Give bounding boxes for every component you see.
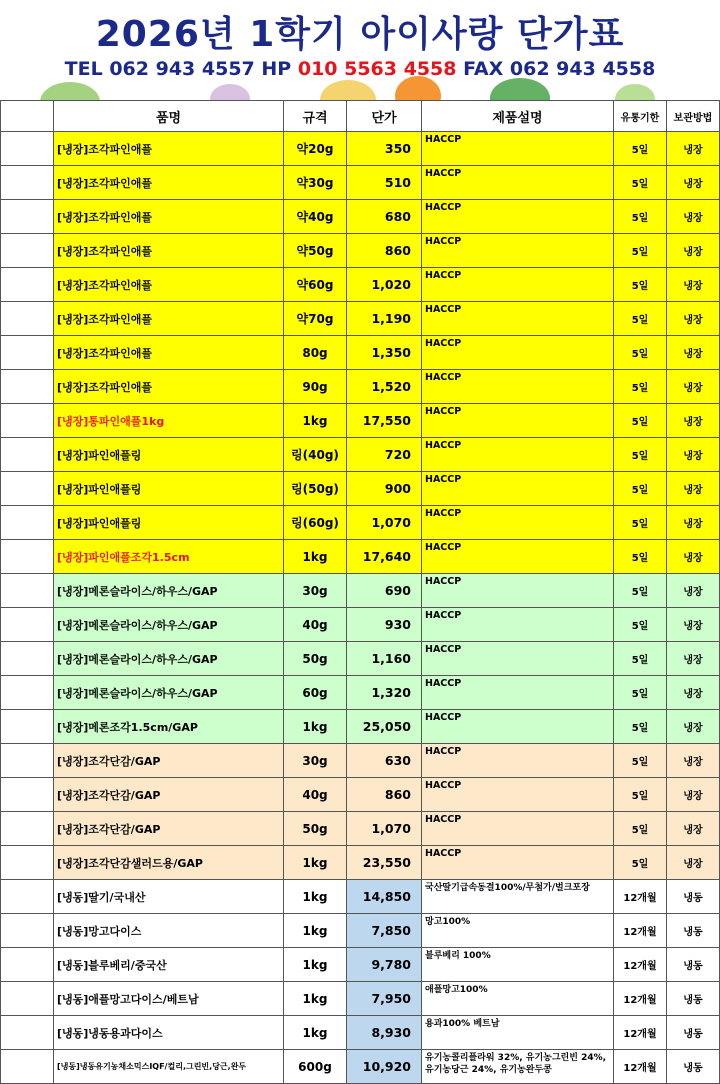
product-name-cell: [냉장]조각단감/GAP — [54, 778, 284, 812]
price-cell: 900 — [347, 472, 422, 506]
row-blank-cell — [1, 642, 54, 676]
storage-cell: 냉장 — [667, 302, 720, 336]
price-cell: 17,550 — [347, 404, 422, 438]
storage-cell: 냉장 — [667, 540, 720, 574]
column-header-price: 단가 — [347, 101, 422, 132]
shelf-life-cell: 5일 — [614, 642, 667, 676]
shelf-life-cell: 12개월 — [614, 880, 667, 914]
spec-cell: 1kg — [284, 880, 347, 914]
shelf-life-cell: 5일 — [614, 676, 667, 710]
product-name-cell: [냉동]냉동용과다이스 — [54, 1016, 284, 1050]
description-cell: HACCP — [422, 302, 614, 336]
contact-fax: FAX 062 943 4558 — [463, 58, 656, 80]
product-name-cell: [냉장]파인애플링 — [54, 438, 284, 472]
table-row — [1, 778, 720, 812]
row-blank-cell — [1, 370, 54, 404]
table-body — [1, 132, 720, 1084]
price-cell: 930 — [347, 608, 422, 642]
storage-cell: 냉장 — [667, 370, 720, 404]
product-name-cell: [냉장]조각파인애플 — [54, 268, 284, 302]
header-blank-cell — [1, 101, 54, 132]
spec-cell: 1kg — [284, 404, 347, 438]
description-cell: HACCP — [422, 234, 614, 268]
table-row — [1, 166, 720, 200]
shelf-life-cell: 5일 — [614, 438, 667, 472]
price-cell: 10,920 — [347, 1050, 422, 1084]
spec-cell: 1kg — [284, 540, 347, 574]
table-row — [1, 982, 720, 1016]
product-name-cell: [냉장]조각파인애플 — [54, 166, 284, 200]
storage-cell: 냉장 — [667, 744, 720, 778]
shelf-life-cell: 5일 — [614, 574, 667, 608]
table-row — [1, 948, 720, 982]
description-cell: HACCP — [422, 336, 614, 370]
row-blank-cell — [1, 710, 54, 744]
product-name-cell: [냉동]애플망고다이스/베트남 — [54, 982, 284, 1016]
product-name-cell: [냉동]망고다이스 — [54, 914, 284, 948]
product-name-cell: [냉장]메론조각1.5cm/GAP — [54, 710, 284, 744]
column-header-storage: 보관방법 — [667, 101, 720, 132]
row-blank-cell — [1, 200, 54, 234]
column-header-name: 품명 — [54, 101, 284, 132]
description-cell: 애플망고100% — [422, 982, 614, 1016]
price-cell: 720 — [347, 438, 422, 472]
description-cell: HACCP — [422, 540, 614, 574]
row-blank-cell — [1, 744, 54, 778]
shelf-life-cell: 12개월 — [614, 1050, 667, 1084]
spec-cell: 1kg — [284, 948, 347, 982]
price-cell: 690 — [347, 574, 422, 608]
shelf-life-cell: 5일 — [614, 268, 667, 302]
description-cell: 국산딸기급속동결100%/무첨가/벌크포장 — [422, 880, 614, 914]
spec-cell: 40g — [284, 778, 347, 812]
description-cell: HACCP — [422, 268, 614, 302]
storage-cell: 냉장 — [667, 234, 720, 268]
row-blank-cell — [1, 982, 54, 1016]
table-row — [1, 710, 720, 744]
product-name-cell: [냉장]메론슬라이스/하우스/GAP — [54, 574, 284, 608]
storage-cell: 냉장 — [667, 608, 720, 642]
product-name-cell: [냉동]냉동유기농채소믹스IQF/컬리,그린빈,당근,완두 — [54, 1050, 284, 1084]
column-header-spec: 규격 — [284, 101, 347, 132]
storage-cell: 냉동 — [667, 880, 720, 914]
table-row — [1, 846, 720, 880]
shelf-life-cell: 5일 — [614, 370, 667, 404]
price-cell: 1,520 — [347, 370, 422, 404]
product-name-cell: [냉장]메론슬라이스/하우스/GAP — [54, 642, 284, 676]
shelf-life-cell: 12개월 — [614, 948, 667, 982]
row-blank-cell — [1, 166, 54, 200]
description-cell: HACCP — [422, 846, 614, 880]
product-name-cell: [냉동]블루베리/중국산 — [54, 948, 284, 982]
description-cell: 망고100% — [422, 914, 614, 948]
row-blank-cell — [1, 914, 54, 948]
table-row — [1, 506, 720, 540]
storage-cell: 냉장 — [667, 778, 720, 812]
table-row — [1, 336, 720, 370]
spec-cell: 약50g — [284, 234, 347, 268]
description-cell: 용과100% 베트남 — [422, 1016, 614, 1050]
storage-cell: 냉동 — [667, 1050, 720, 1084]
spec-cell: 80g — [284, 336, 347, 370]
storage-cell: 냉장 — [667, 846, 720, 880]
column-header-desc: 제품설명 — [422, 101, 614, 132]
row-blank-cell — [1, 608, 54, 642]
storage-cell: 냉장 — [667, 472, 720, 506]
spec-cell: 1kg — [284, 982, 347, 1016]
table-header-row — [1, 101, 720, 132]
table-row — [1, 200, 720, 234]
contact-tel: TEL 062 943 4557 — [64, 58, 255, 80]
shelf-life-cell: 5일 — [614, 234, 667, 268]
shelf-life-cell: 5일 — [614, 540, 667, 574]
storage-cell: 냉장 — [667, 404, 720, 438]
row-blank-cell — [1, 574, 54, 608]
price-cell: 14,850 — [347, 880, 422, 914]
storage-cell: 냉장 — [667, 574, 720, 608]
row-blank-cell — [1, 880, 54, 914]
price-cell: 23,550 — [347, 846, 422, 880]
description-cell: HACCP — [422, 472, 614, 506]
spec-cell: 60g — [284, 676, 347, 710]
price-cell: 1,020 — [347, 268, 422, 302]
table-row — [1, 540, 720, 574]
decorative-fruit-illustration — [40, 82, 100, 100]
shelf-life-cell: 5일 — [614, 132, 667, 166]
contact-hp-number: 010 5563 4558 — [297, 58, 457, 80]
decorative-fruit-illustration — [615, 84, 655, 100]
description-cell: HACCP — [422, 200, 614, 234]
product-name-cell: [냉장]메론슬라이스/하우스/GAP — [54, 676, 284, 710]
spec-cell: 90g — [284, 370, 347, 404]
table-row — [1, 676, 720, 710]
row-blank-cell — [1, 404, 54, 438]
row-blank-cell — [1, 1050, 54, 1084]
product-name-cell: [냉장]메론슬라이스/하우스/GAP — [54, 608, 284, 642]
storage-cell: 냉장 — [667, 166, 720, 200]
row-blank-cell — [1, 132, 54, 166]
shelf-life-cell: 12개월 — [614, 914, 667, 948]
price-cell: 680 — [347, 200, 422, 234]
spec-cell: 약60g — [284, 268, 347, 302]
product-name-cell: [냉장]조각파인애플 — [54, 336, 284, 370]
shelf-life-cell: 5일 — [614, 472, 667, 506]
spec-cell: 50g — [284, 812, 347, 846]
storage-cell: 냉장 — [667, 710, 720, 744]
product-name-cell: [냉장]조각파인애플 — [54, 302, 284, 336]
price-cell: 1,350 — [347, 336, 422, 370]
storage-cell: 냉장 — [667, 268, 720, 302]
price-cell: 350 — [347, 132, 422, 166]
shelf-life-cell: 5일 — [614, 166, 667, 200]
column-header-shelf-life: 유통기한 — [614, 101, 667, 132]
price-cell: 630 — [347, 744, 422, 778]
table-row — [1, 1016, 720, 1050]
description-cell: HACCP — [422, 166, 614, 200]
price-cell: 510 — [347, 166, 422, 200]
product-name-cell: [냉장]조각파인애플 — [54, 234, 284, 268]
price-cell: 25,050 — [347, 710, 422, 744]
shelf-life-cell: 12개월 — [614, 982, 667, 1016]
row-blank-cell — [1, 846, 54, 880]
price-cell: 9,780 — [347, 948, 422, 982]
spec-cell: 약70g — [284, 302, 347, 336]
table-row — [1, 132, 720, 166]
row-blank-cell — [1, 676, 54, 710]
row-blank-cell — [1, 540, 54, 574]
product-name-cell: [냉장]조각단감/GAP — [54, 812, 284, 846]
price-table — [0, 100, 720, 1084]
spec-cell: 1kg — [284, 914, 347, 948]
product-name-cell: [냉장]파인애플링 — [54, 472, 284, 506]
description-cell: 블루베리 100% — [422, 948, 614, 982]
table-row — [1, 1050, 720, 1084]
shelf-life-cell: 5일 — [614, 608, 667, 642]
price-cell: 17,640 — [347, 540, 422, 574]
description-cell: HACCP — [422, 506, 614, 540]
product-name-cell: [냉장]조각파인애플 — [54, 370, 284, 404]
price-cell: 1,190 — [347, 302, 422, 336]
product-name-cell: [냉장]조각단감/GAP — [54, 744, 284, 778]
page-title: 2026년 1학기 아이사랑 단가표 — [95, 14, 625, 55]
description-cell: HACCP — [422, 710, 614, 744]
table-row — [1, 812, 720, 846]
spec-cell: 40g — [284, 608, 347, 642]
storage-cell: 냉장 — [667, 676, 720, 710]
table-row — [1, 914, 720, 948]
description-cell: HACCP — [422, 642, 614, 676]
shelf-life-cell: 5일 — [614, 336, 667, 370]
contact-hp-label: HP — [261, 58, 292, 80]
spec-cell: 600g — [284, 1050, 347, 1084]
row-blank-cell — [1, 302, 54, 336]
price-cell: 1,160 — [347, 642, 422, 676]
contact-line — [0, 58, 720, 80]
shelf-life-cell: 5일 — [614, 710, 667, 744]
decorative-fruit-illustration — [490, 78, 550, 100]
storage-cell: 냉장 — [667, 132, 720, 166]
row-blank-cell — [1, 268, 54, 302]
table-row — [1, 268, 720, 302]
description-cell: HACCP — [422, 812, 614, 846]
decorative-fruit-illustration — [320, 80, 376, 100]
shelf-life-cell: 5일 — [614, 506, 667, 540]
row-blank-cell — [1, 1016, 54, 1050]
shelf-life-cell: 12개월 — [614, 1016, 667, 1050]
row-blank-cell — [1, 778, 54, 812]
description-cell: HACCP — [422, 778, 614, 812]
spec-cell: 링(60g) — [284, 506, 347, 540]
row-blank-cell — [1, 472, 54, 506]
description-cell: HACCP — [422, 132, 614, 166]
spec-cell: 1kg — [284, 846, 347, 880]
storage-cell: 냉동 — [667, 948, 720, 982]
storage-cell: 냉장 — [667, 506, 720, 540]
description-cell: 유기농콜리플라워 32%, 유기농그린빈 24%, 유기농당근 24%, 유기농완두콩 — [422, 1050, 614, 1084]
description-cell: HACCP — [422, 608, 614, 642]
row-blank-cell — [1, 234, 54, 268]
table-row — [1, 574, 720, 608]
row-blank-cell — [1, 948, 54, 982]
shelf-life-cell: 5일 — [614, 744, 667, 778]
shelf-life-cell: 5일 — [614, 302, 667, 336]
storage-cell: 냉장 — [667, 336, 720, 370]
spec-cell: 30g — [284, 744, 347, 778]
spec-cell: 약30g — [284, 166, 347, 200]
product-name-cell: [냉장]조각파인애플 — [54, 132, 284, 166]
price-cell: 1,070 — [347, 506, 422, 540]
storage-cell: 냉장 — [667, 438, 720, 472]
product-name-cell: [냉동]딸기/국내산 — [54, 880, 284, 914]
product-name-cell: [냉장]파인애플링 — [54, 506, 284, 540]
product-name-cell: [냉장]조각단감샐러드용/GAP — [54, 846, 284, 880]
storage-cell: 냉동 — [667, 1016, 720, 1050]
description-cell: HACCP — [422, 574, 614, 608]
row-blank-cell — [1, 506, 54, 540]
price-cell: 7,950 — [347, 982, 422, 1016]
price-cell: 8,930 — [347, 1016, 422, 1050]
spec-cell: 1kg — [284, 1016, 347, 1050]
row-blank-cell — [1, 336, 54, 370]
shelf-life-cell: 5일 — [614, 846, 667, 880]
description-cell: HACCP — [422, 676, 614, 710]
spec-cell: 약40g — [284, 200, 347, 234]
product-name-cell: [냉장]조각파인애플 — [54, 200, 284, 234]
storage-cell: 냉장 — [667, 812, 720, 846]
decorative-fruit-illustration — [210, 84, 250, 100]
price-cell: 1,070 — [347, 812, 422, 846]
price-cell: 1,320 — [347, 676, 422, 710]
price-cell: 860 — [347, 234, 422, 268]
storage-cell: 냉동 — [667, 914, 720, 948]
spec-cell: 1kg — [284, 710, 347, 744]
shelf-life-cell: 5일 — [614, 200, 667, 234]
table-row — [1, 472, 720, 506]
table-row — [1, 608, 720, 642]
product-name-cell: [냉장]파인애플조각1.5cm — [54, 540, 284, 574]
description-cell: HACCP — [422, 744, 614, 778]
spec-cell: 약20g — [284, 132, 347, 166]
storage-cell: 냉동 — [667, 982, 720, 1016]
price-cell: 860 — [347, 778, 422, 812]
shelf-life-cell: 5일 — [614, 812, 667, 846]
table-row — [1, 234, 720, 268]
description-cell: HACCP — [422, 370, 614, 404]
description-cell: HACCP — [422, 438, 614, 472]
table-row — [1, 404, 720, 438]
table-row — [1, 880, 720, 914]
storage-cell: 냉장 — [667, 642, 720, 676]
shelf-life-cell: 5일 — [614, 778, 667, 812]
table-row — [1, 438, 720, 472]
table-row — [1, 302, 720, 336]
spec-cell: 50g — [284, 642, 347, 676]
row-blank-cell — [1, 438, 54, 472]
table-row — [1, 642, 720, 676]
spec-cell: 링(50g) — [284, 472, 347, 506]
price-cell: 7,850 — [347, 914, 422, 948]
description-cell: HACCP — [422, 404, 614, 438]
product-name-cell: [냉장]통파인애플1kg — [54, 404, 284, 438]
spec-cell: 30g — [284, 574, 347, 608]
spec-cell: 링(40g) — [284, 438, 347, 472]
storage-cell: 냉장 — [667, 200, 720, 234]
row-blank-cell — [1, 812, 54, 846]
shelf-life-cell: 5일 — [614, 404, 667, 438]
header — [0, 0, 720, 100]
table-row — [1, 744, 720, 778]
table-row — [1, 370, 720, 404]
